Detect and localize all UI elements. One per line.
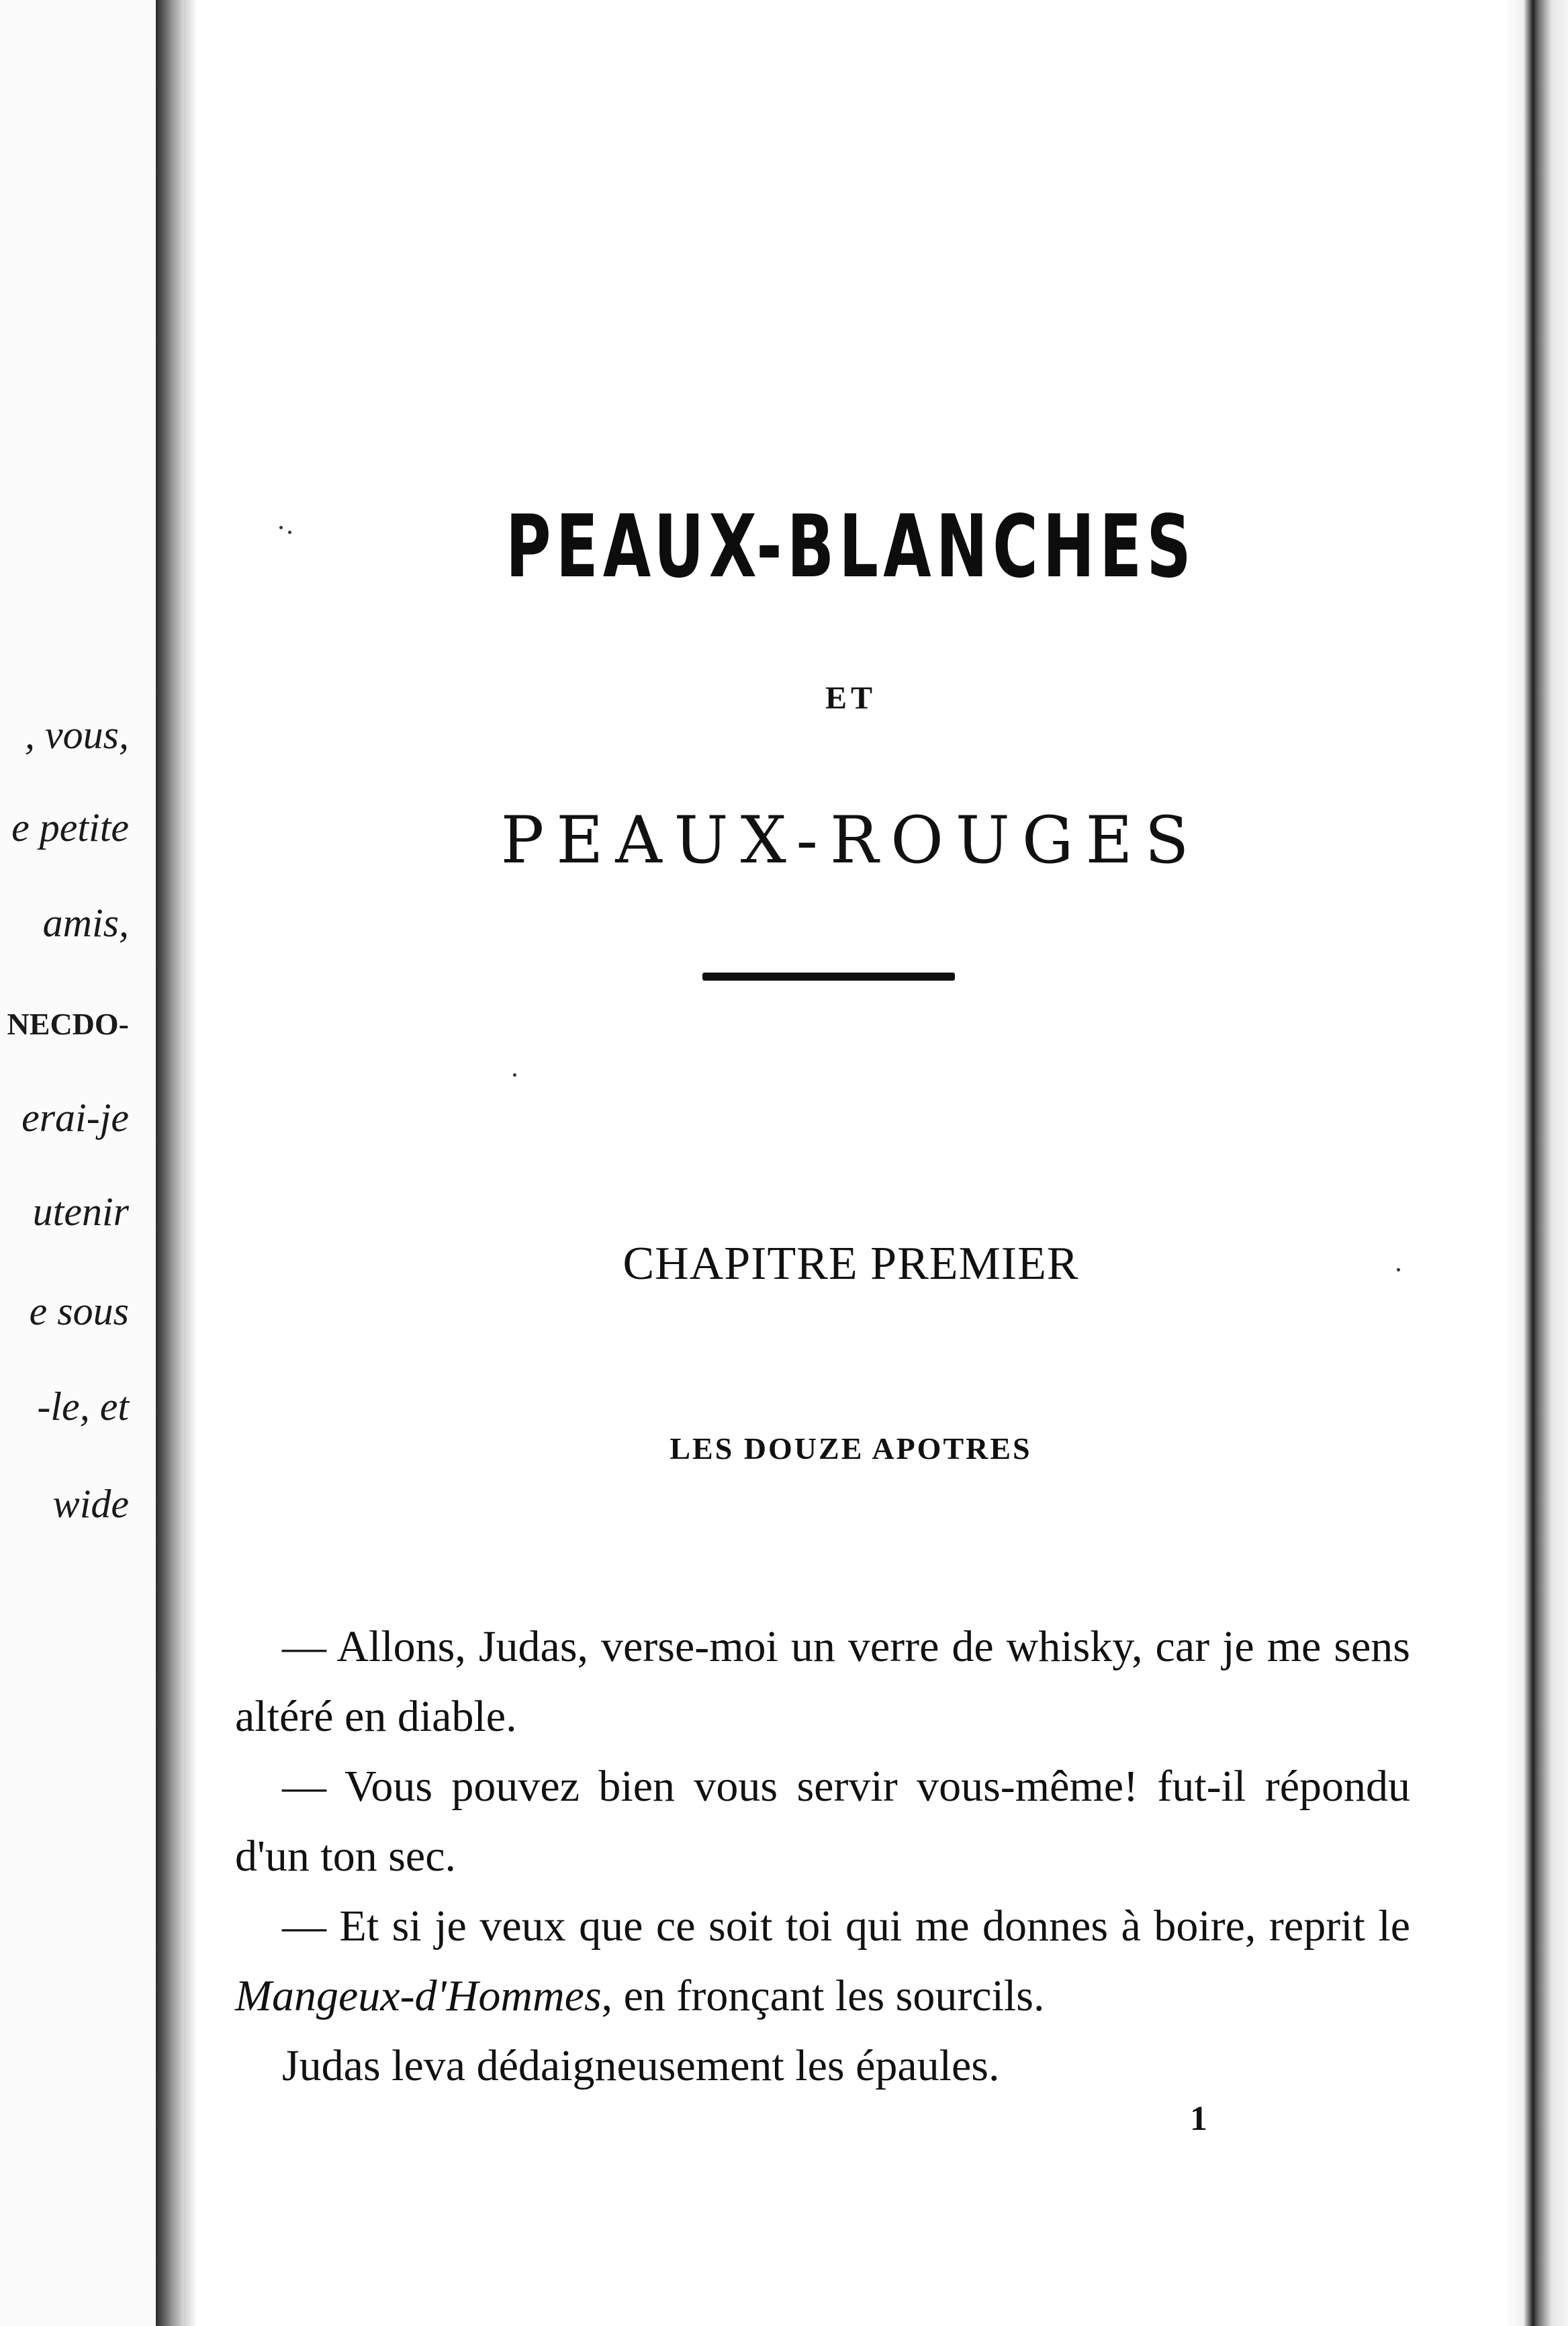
left-page-line: utenir: [32, 1190, 129, 1234]
page-number: 1: [1190, 2100, 1207, 2138]
left-page-line: wide: [52, 1482, 129, 1526]
ink-speck: [1397, 1268, 1400, 1271]
left-page-line: e petite: [11, 805, 129, 850]
left-page-line: erai-je: [21, 1095, 129, 1140]
title-page: [197, 0, 1504, 2326]
left-page-line: , vous,: [25, 713, 129, 757]
chapter-heading: CHAPITRE PREMIER: [622, 1238, 1079, 1290]
title-rule: [702, 973, 955, 981]
book-edge: [1504, 0, 1568, 2326]
paragraph: — Allons, Judas, verse-moi un verre de whisky, car je me sens altéré en diable.: [235, 1622, 1410, 1741]
title-line-1: PEAUX-BLANCHES: [506, 497, 1196, 597]
paragraph: [235, 1891, 1410, 2031]
paragraph: — Vous pouvez bien vous servir vous-même! fut-il répondu d'un ton sec.: [235, 1762, 1410, 1881]
title-conjunction: ET: [825, 680, 877, 716]
left-page-line: amis,: [42, 901, 129, 945]
gutter-shadow: [184, 0, 197, 2326]
italic-name: Mangeux-d'Hommes: [235, 1971, 602, 2020]
title-line-2: PEAUX-ROUGES: [500, 803, 1201, 878]
ink-speck: [288, 531, 291, 534]
ink-speck: [279, 526, 283, 529]
ink-speck: [513, 1073, 516, 1077]
paragraph-text: , en fronçant les sourcils.: [601, 1971, 1045, 2020]
left-page-line: NECDO-: [7, 1007, 129, 1041]
left-page-line: e sous: [29, 1289, 129, 1333]
chapter-title: LES DOUZE APOTRES: [670, 1431, 1032, 1466]
left-facing-page: [0, 0, 156, 2326]
paragraph: Judas leva dédaigneusement les épaules.: [282, 2041, 1000, 2090]
body-text: [235, 1612, 1410, 2101]
paragraph-text: — Et si je veux que ce soit toi qui me donnes à boire, reprit le: [282, 1902, 1410, 1951]
left-page-line: -le, et: [37, 1384, 129, 1429]
book-gutter: [156, 0, 184, 2326]
